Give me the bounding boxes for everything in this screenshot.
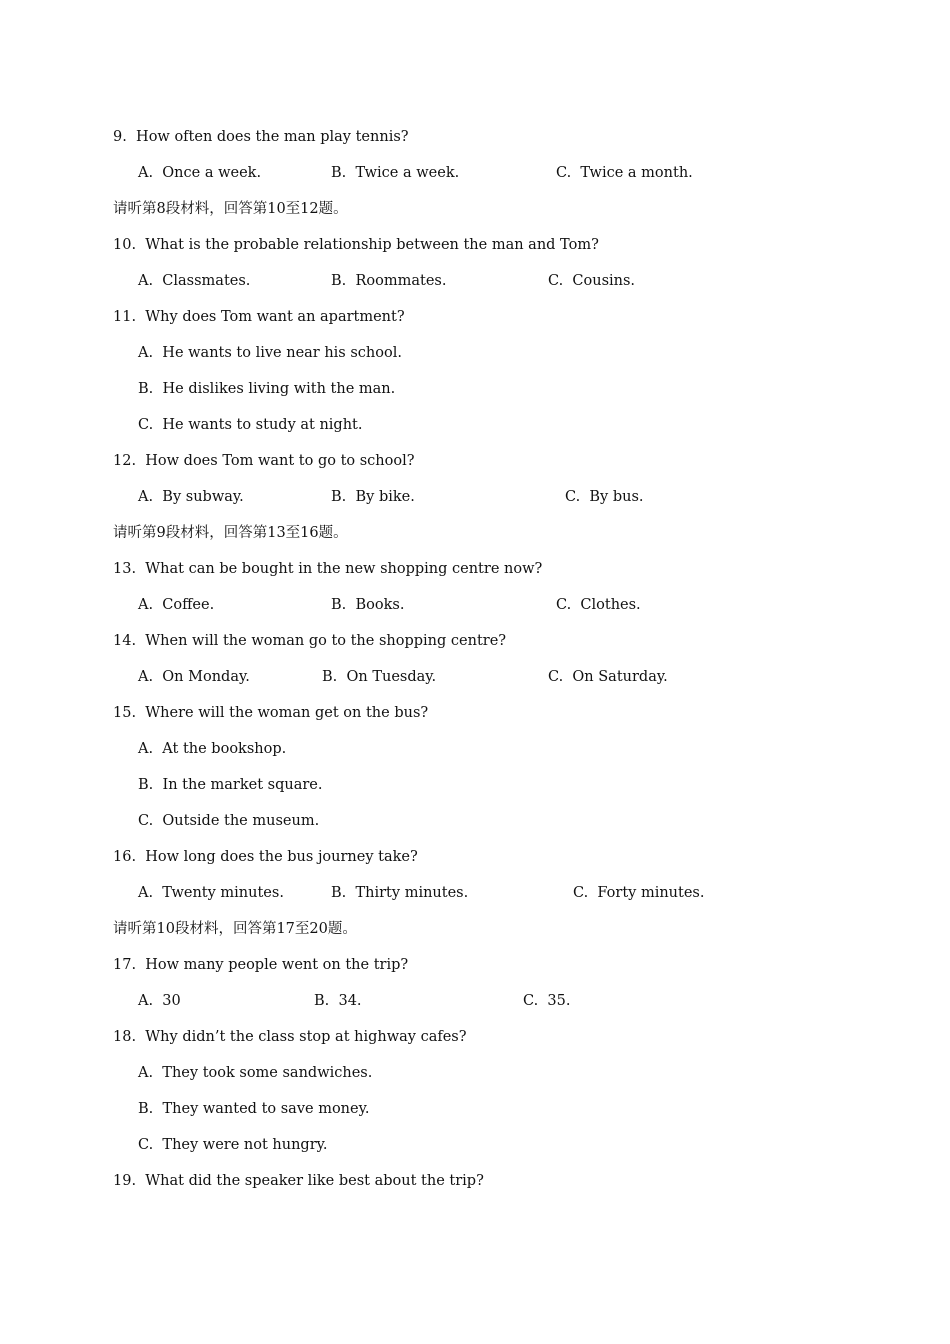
- answer-option: B. Books.: [331, 597, 405, 613]
- answer-option: C. Outside the museum.: [138, 813, 320, 829]
- answer-option: A. Twenty minutes.: [138, 885, 284, 901]
- question-text: 10. What is the probable relationship between the man and Tom?: [113, 237, 599, 253]
- section-instruction: 请听第10段材料，回答第17至20题。: [113, 921, 357, 937]
- answer-option: A. On Monday.: [138, 669, 250, 685]
- answer-option: B. Thirty minutes.: [331, 885, 469, 901]
- answer-option: B. 34.: [314, 993, 362, 1009]
- answer-option: C. Twice a month.: [556, 165, 693, 181]
- answer-option: B. By bike.: [331, 489, 415, 505]
- answer-option: A. Once a week.: [138, 165, 262, 181]
- answer-option: C. They were not hungry.: [138, 1137, 328, 1153]
- question-text: 11. Why does Tom want an apartment?: [113, 309, 405, 325]
- options-row: [0, 160, 950, 186]
- section-instruction: 请听第8段材料，回答第10至12题。: [113, 201, 348, 217]
- answer-option: B. Twice a week.: [331, 165, 460, 181]
- answer-option: B. In the market square.: [138, 777, 323, 793]
- answer-option: C. Forty minutes.: [573, 885, 705, 901]
- options-row: [0, 484, 950, 510]
- answer-option: B. They wanted to save money.: [138, 1101, 370, 1117]
- answer-option: B. Roommates.: [331, 273, 447, 289]
- options-row: [0, 880, 950, 906]
- answer-option: B. He dislikes living with the man.: [138, 381, 396, 397]
- options-row: [0, 988, 950, 1014]
- answer-option: C. Clothes.: [556, 597, 641, 613]
- options-row: [0, 592, 950, 618]
- answer-option: B. On Tuesday.: [322, 669, 437, 685]
- answer-option: A. Classmates.: [138, 273, 251, 289]
- answer-option: C. He wants to study at night.: [138, 417, 363, 433]
- question-text: 15. Where will the woman get on the bus?: [113, 705, 429, 721]
- question-text: 12. How does Tom want to go to school?: [113, 453, 415, 469]
- answer-option: A. He wants to live near his school.: [138, 345, 402, 361]
- answer-option: A. At the bookshop.: [138, 741, 287, 757]
- question-text: 16. How long does the bus journey take?: [113, 849, 418, 865]
- options-row: [0, 664, 950, 690]
- answer-option: A. They took some sandwiches.: [138, 1065, 373, 1081]
- answer-option: C. By bus.: [565, 489, 644, 505]
- options-row: [0, 268, 950, 294]
- question-text: 13. What can be bought in the new shopping centre now?: [113, 561, 543, 577]
- question-text: 19. What did the speaker like best about the trip?: [113, 1173, 484, 1189]
- answer-option: A. 30: [138, 993, 181, 1009]
- question-text: 14. When will the woman go to the shopping centre?: [113, 633, 507, 649]
- answer-option: A. Coffee.: [138, 597, 215, 613]
- answer-option: A. By subway.: [138, 489, 244, 505]
- question-text: 9. How often does the man play tennis?: [113, 129, 409, 145]
- answer-option: C. Cousins.: [548, 273, 636, 289]
- question-text: 18. Why didn’t the class stop at highway cafes?: [113, 1029, 467, 1045]
- question-text: 17. How many people went on the trip?: [113, 957, 409, 973]
- answer-option: C. 35.: [523, 993, 571, 1009]
- section-instruction: 请听第9段材料，回答第13至16题。: [113, 525, 348, 541]
- answer-option: C. On Saturday.: [548, 669, 668, 685]
